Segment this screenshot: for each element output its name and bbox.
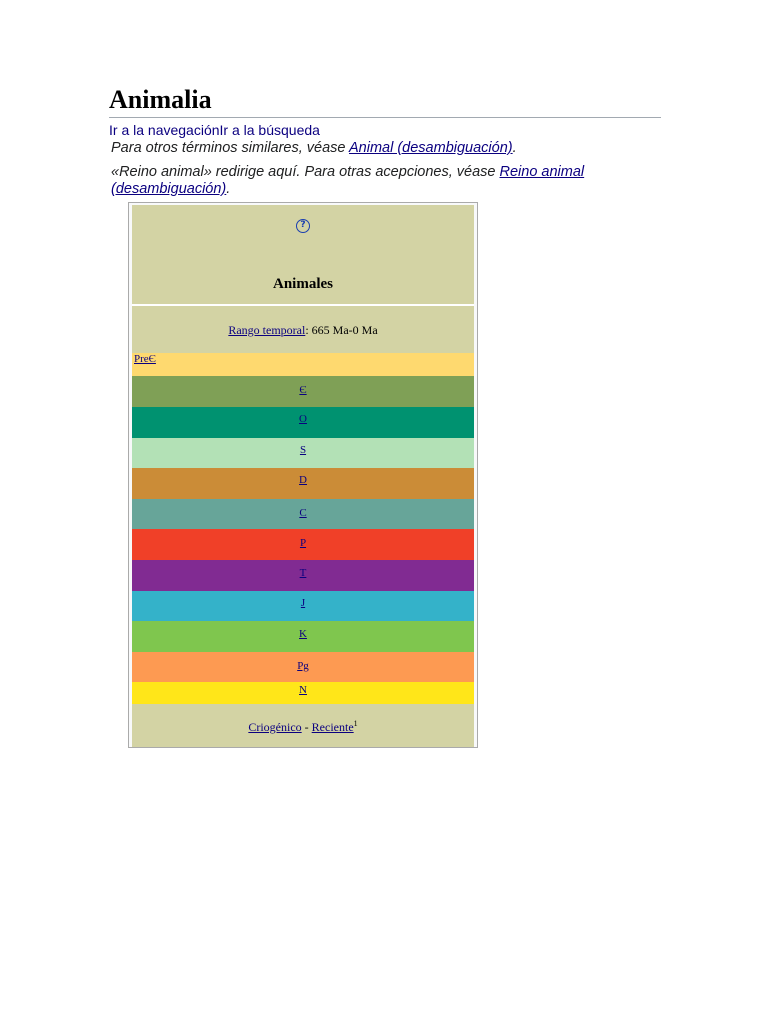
question-mark-icon[interactable]: ? <box>296 219 310 233</box>
geologic-period-bar <box>132 353 474 704</box>
period-link[interactable]: Pg <box>297 660 309 672</box>
range-footer <box>132 719 474 735</box>
period-link[interactable]: N <box>299 684 307 696</box>
period-cell <box>132 529 474 560</box>
period-cell <box>132 560 474 591</box>
period-link[interactable]: S <box>299 444 307 456</box>
temporal-range <box>132 323 474 338</box>
period-link[interactable]: C <box>299 507 307 519</box>
recent-link[interactable]: Reciente <box>311 720 354 734</box>
period-cell <box>132 621 474 652</box>
footnote-ref[interactable]: 1 <box>353 719 358 728</box>
period-link[interactable]: PreЄ <box>134 353 156 365</box>
hatnote-punct: . <box>512 140 517 156</box>
period-link[interactable]: T <box>299 567 307 579</box>
period-precambrian <box>132 353 474 376</box>
period-cell <box>132 682 474 704</box>
taxobox-header <box>132 205 474 306</box>
reino-animal-disambiguation-link[interactable]: Reino animal (desambiguación) <box>111 164 585 197</box>
taxobox-body <box>132 306 474 747</box>
hatnote-similar-terms <box>111 140 661 157</box>
jump-links <box>109 121 661 139</box>
taxobox-title: Animales <box>273 276 333 292</box>
hatnote-text: Para otros términos similares, véase <box>111 140 349 156</box>
hatnote-text: «Reino animal» redirige aquí. Para otras acepciones, véase <box>111 164 500 180</box>
period-cell <box>132 438 474 468</box>
taxobox <box>128 202 478 748</box>
period-link[interactable]: P <box>299 537 307 549</box>
period-link[interactable]: D <box>299 474 307 486</box>
temporal-range-link[interactable]: Rango temporal <box>228 323 306 337</box>
hatnote-redirect <box>111 164 661 198</box>
period-cell <box>132 468 474 499</box>
period-cell <box>132 499 474 529</box>
period-cell <box>132 591 474 621</box>
jump-to-search-link[interactable]: Ir a la búsqueda <box>219 122 320 138</box>
period-link[interactable]: O <box>299 413 307 425</box>
jump-to-navigation-link[interactable]: Ir a la navegación <box>109 122 220 138</box>
article <box>109 84 661 198</box>
period-link[interactable]: K <box>299 628 307 640</box>
hatnote-punct: . <box>226 181 231 197</box>
page-title: Animalia <box>109 84 661 118</box>
cryogenian-link[interactable]: Criogénico <box>248 720 302 734</box>
temporal-range-value: : 665 Ma-0 Ma <box>305 323 378 337</box>
period-cell <box>132 652 474 682</box>
animal-disambiguation-link[interactable]: Animal (desambiguación) <box>349 140 513 156</box>
footer-separator: - <box>301 720 312 734</box>
period-link[interactable]: Є <box>299 384 307 396</box>
period-cell <box>132 376 474 407</box>
period-cell <box>132 407 474 438</box>
period-link[interactable]: J <box>300 597 306 609</box>
